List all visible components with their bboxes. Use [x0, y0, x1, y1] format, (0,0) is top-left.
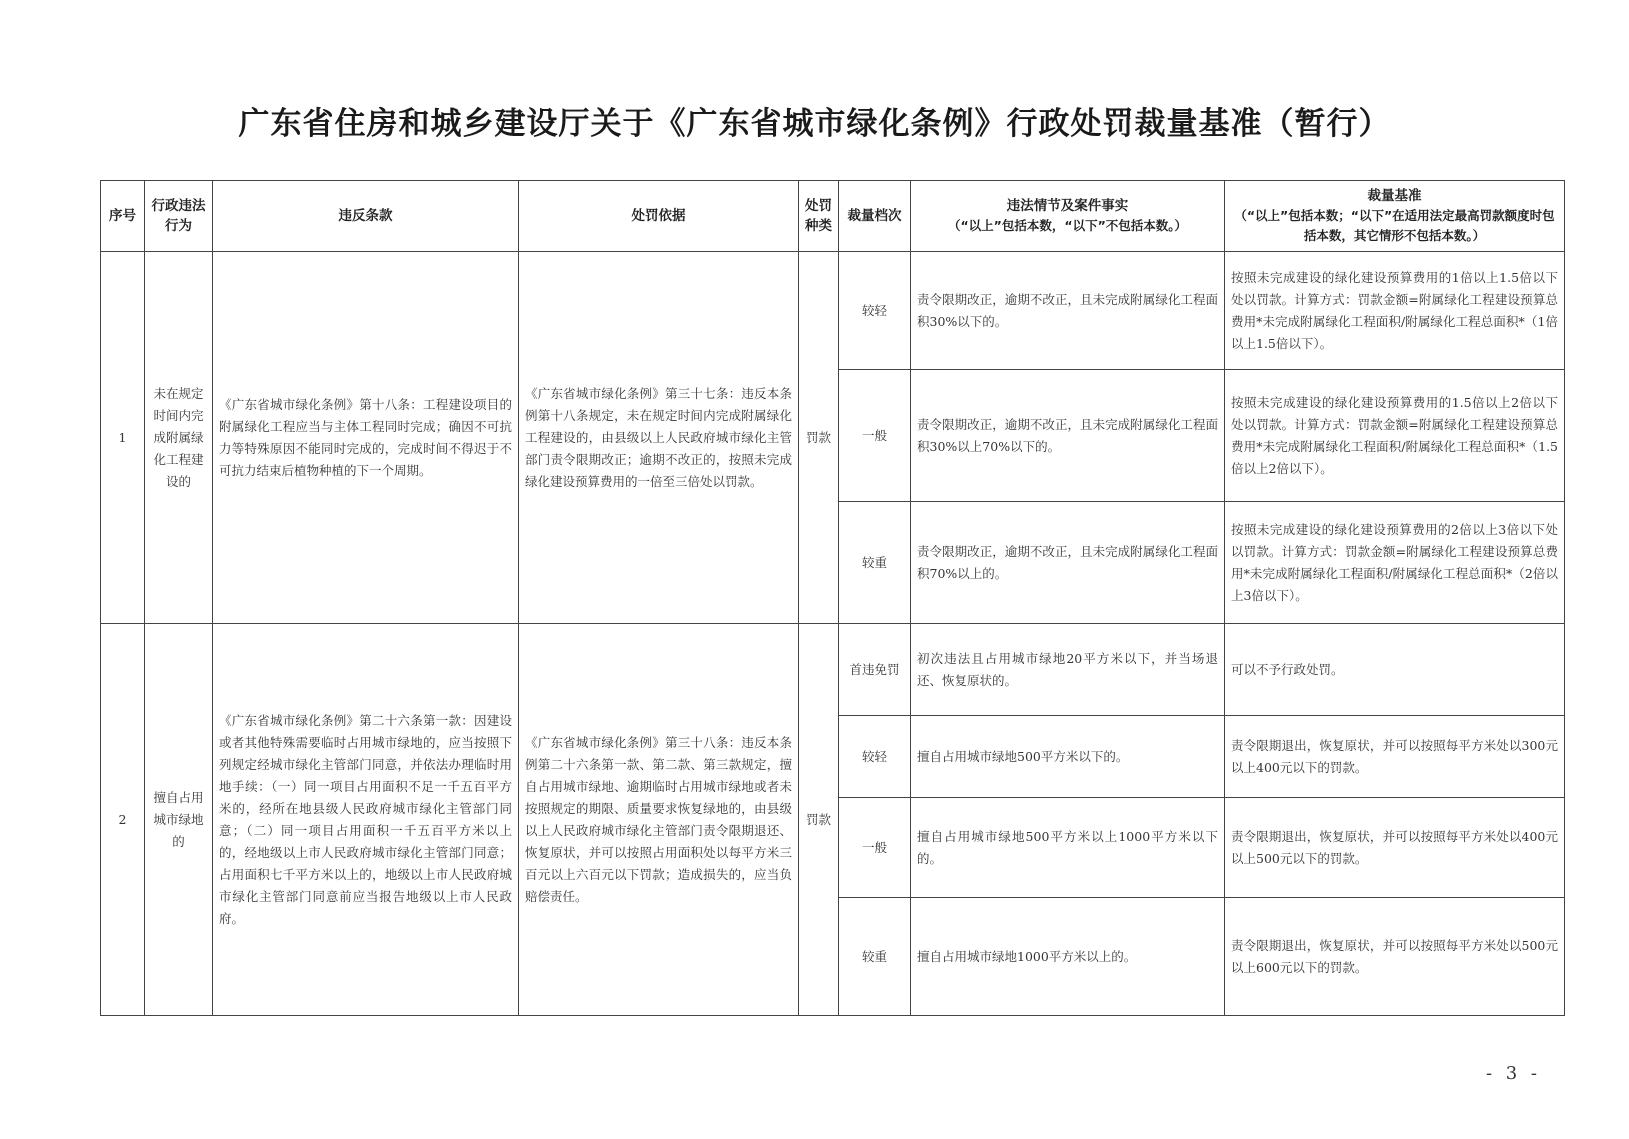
row-penalty-type: 罚款: [799, 624, 839, 1016]
row-penalty-type: 罚款: [799, 252, 839, 624]
level-cell: 首违免罚: [839, 624, 911, 716]
standard-cell: 按照未完成建设的绿化建设预算费用的1.5倍以上2倍以下处以罚款。计算方式：罚款金额=附属绿化工程建设预算总费用*未完成附属绿化工程面积/附属绿化工程总面积*（1.5倍以上2倍以下）。: [1225, 370, 1565, 502]
document-title: 广东省住房和城乡建设厅关于《广东省城市绿化条例》行政处罚裁量基准（暂行）: [238, 106, 1391, 142]
table-row: [101, 252, 1565, 370]
standard-cell: 按照未完成建设的绿化建设预算费用的1倍以上1.5倍以下处以罚款。计算方式：罚款金额=附属绿化工程建设预算总费用*未完成附属绿化工程面积/附属绿化工程总面积*（1倍以上1.5倍以下）。: [1225, 252, 1565, 370]
facts-cell: 责令限期改正，逾期不改正，且未完成附属绿化工程面积70%以上的。: [911, 502, 1225, 624]
header-row: [101, 181, 1565, 252]
standard-cell: 责令限期退出，恢复原状，并可以按照每平方米处以500元以上600元以下的罚款。: [1225, 898, 1565, 1016]
header-behavior: 行政违法行为: [145, 181, 213, 252]
header-standard: [1225, 181, 1565, 252]
facts-cell: 责令限期改正，逾期不改正，且未完成附属绿化工程面积30%以下的。: [911, 252, 1225, 370]
standard-cell: 可以不予行政处罚。: [1225, 624, 1565, 716]
header-discretion-level: 裁量档次: [839, 181, 911, 252]
level-cell: 较轻: [839, 252, 911, 370]
facts-cell: 擅自占用城市绿地500平方米以上1000平方米以下的。: [911, 798, 1225, 898]
header-facts-main: 违法情节及案件事实: [1006, 198, 1129, 214]
facts-cell: 擅自占用城市绿地500平方米以下的。: [911, 716, 1225, 798]
header-penalty-type: 处罚种类: [799, 181, 839, 252]
level-cell: 较轻: [839, 716, 911, 798]
row-penalty-basis: 《广东省城市绿化条例》第三十七条：违反本条例第十八条规定，未在规定时间内完成附属绿化工程建设的，由县级以上人民政府城市绿化主管部门责令限期改正；逾期不改正的，按照未完成绿化建设预算费用的一倍至三倍处以罚款。: [519, 252, 799, 624]
page-number: - 3 -: [1485, 1063, 1541, 1084]
header-facts: [911, 181, 1225, 252]
facts-cell: 初次违法且占用城市绿地20平方米以下，并当场退还、恢复原状的。: [911, 624, 1225, 716]
row-penalty-basis: 《广东省城市绿化条例》第三十八条：违反本条例第二十六条第一款、第二款、第三款规定，擅自占用城市绿地、逾期临时占用城市绿地或者未按照规定的期限、质量要求恢复绿地的，由县级以上人民政府城市绿化主管部门责令限期退还、恢复原状，并可以按照占用面积处以每平方米三百元以上六百元以下罚款；造成损失的，应当负赔偿责任。: [519, 624, 799, 1016]
facts-cell: 擅自占用城市绿地1000平方米以上的。: [911, 898, 1225, 1016]
row-violated-clause: 《广东省城市绿化条例》第十八条：工程建设项目的附属绿化工程应当与主体工程同时完成；确因不可抗力等特殊原因不能同时完成的，完成时间不得迟于不可抗力结束后植物种植的下一个周期。: [213, 252, 519, 624]
row-seq: 2: [101, 624, 145, 1016]
standard-cell: 责令限期退出，恢复原状，并可以按照每平方米处以300元以上400元以下的罚款。: [1225, 716, 1565, 798]
table-row: [101, 624, 1565, 716]
header-penalty-basis: 处罚依据: [519, 181, 799, 252]
standard-cell: 责令限期退出，恢复原状，并可以按照每平方米处以400元以上500元以下的罚款。: [1225, 798, 1565, 898]
row-seq: 1: [101, 252, 145, 624]
level-cell: 较重: [839, 898, 911, 1016]
level-cell: 一般: [839, 798, 911, 898]
facts-cell: 责令限期改正，逾期不改正，且未完成附属绿化工程面积30%以上70%以下的。: [911, 370, 1225, 502]
level-cell: 较重: [839, 502, 911, 624]
row-behavior: 未在规定时间内完成附属绿化工程建设的: [145, 252, 213, 624]
header-seq: 序号: [101, 181, 145, 252]
level-cell: 一般: [839, 370, 911, 502]
standard-cell: 按照未完成建设的绿化建设预算费用的2倍以上3倍以下处以罚款。计算方式：罚款金额=附属绿化工程建设预算总费用*未完成附属绿化工程面积/附属绿化工程总面积*（2倍以上3倍以下）。: [1225, 502, 1565, 624]
penalty-standards-table: [100, 180, 1565, 1016]
row-violated-clause: 《广东省城市绿化条例》第二十六条第一款：因建设或者其他特殊需要临时占用城市绿地的，应当按照下列规定经城市绿化主管部门同意，并依法办理临时用地手续：（一）同一项目占用面积不足一千五百平方米的，经所在地县级人民政府城市绿化主管部门同意；（二）同一项目占用面积一千五百平方米以上的，经地级以上市人民政府城市绿化主管部门同意；占用面积七千平方米以上的，地级以上市人民政府城市绿化主管部门同意前应当报告地级以上市人民政府。: [213, 624, 519, 1016]
row-behavior: 擅自占用城市绿地的: [145, 624, 213, 1016]
header-violated-clause: 违反条款: [213, 181, 519, 252]
header-standard-note: （“以上”包括本数；“以下”在适用法定最高罚款额度时包括本数，其它情形不包括本数。）: [1234, 208, 1555, 243]
header-standard-main: 裁量基准: [1367, 188, 1422, 204]
header-facts-note: （“以上”包括本数，“以下”不包括本数。）: [947, 218, 1188, 233]
